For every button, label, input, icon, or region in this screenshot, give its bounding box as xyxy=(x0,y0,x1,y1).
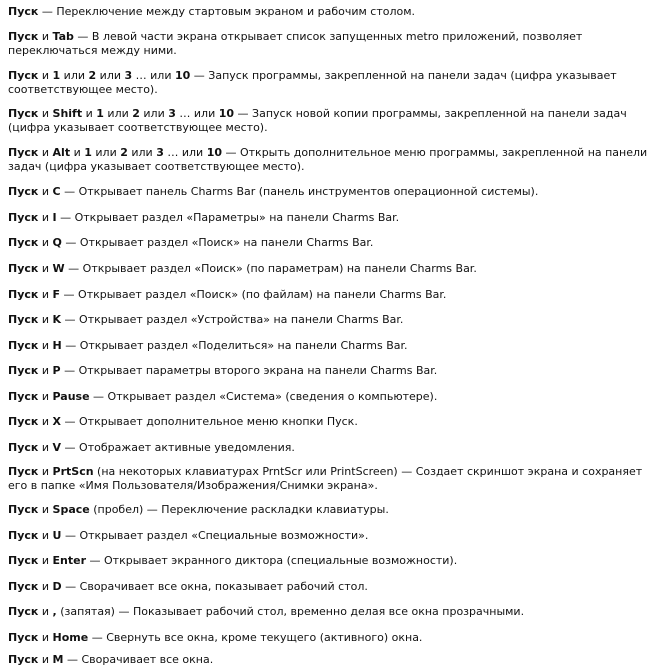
description-text: … или xyxy=(175,107,219,120)
key-name: Пуск xyxy=(8,211,39,224)
key-name: Пуск xyxy=(8,441,39,454)
key-name: C xyxy=(52,185,61,198)
description-text: — Открывает экранного диктора (специальные возможности). xyxy=(86,554,458,567)
description-text: — Открывает раздел «Поделиться» на панели Charms Bar. xyxy=(61,339,408,352)
key-name: W xyxy=(52,262,65,275)
description-text: — Запуск программы, закрепленной на панели задач (цифра указывает соответствующее место). xyxy=(8,69,617,96)
key-name: M xyxy=(52,653,64,666)
description-text: и xyxy=(38,580,53,593)
key-name: Пуск xyxy=(8,390,39,403)
key-name: Пуск xyxy=(8,262,39,275)
key-name: Пуск xyxy=(8,185,39,198)
hotkey-entry xyxy=(8,339,652,353)
hotkey-entry xyxy=(8,313,652,327)
description-text: или xyxy=(96,69,125,82)
key-name: Пуск xyxy=(8,580,39,593)
hotkey-entry xyxy=(8,146,652,174)
description-text: и xyxy=(38,339,53,352)
key-name: 10 xyxy=(206,146,222,159)
description-text: — Сворачивает все окна. xyxy=(63,653,214,666)
hotkey-entry xyxy=(8,390,652,404)
description-text: или xyxy=(91,146,121,159)
hotkey-entry xyxy=(8,631,652,645)
description-text: — Открывает раздел «Поиск» (по параметрам) на панели Charms Bar. xyxy=(64,262,477,275)
description-text: — Открывает раздел «Поиск» на панели Charms Bar. xyxy=(61,236,374,249)
description-text: и xyxy=(38,465,53,478)
description-text: — Открывает панель Charms Bar (панель инструментов операционной системы). xyxy=(60,185,539,198)
hotkey-entry xyxy=(8,69,652,97)
hotkey-entry xyxy=(8,415,652,429)
description-text: и xyxy=(38,554,53,567)
description-text: и xyxy=(38,30,53,43)
description-text: — Свернуть все окна, кроме текущего (активного) окна. xyxy=(88,631,423,644)
description-text: и xyxy=(38,415,53,428)
hotkey-entry xyxy=(8,236,652,250)
hotkey-entry xyxy=(8,465,652,493)
key-name: X xyxy=(52,415,62,428)
hotkey-entry xyxy=(8,185,652,199)
key-name: F xyxy=(52,288,61,301)
key-name: Home xyxy=(52,631,89,644)
key-name: Пуск xyxy=(8,5,39,18)
description-text: (запятая) — Показывает рабочий стол, временно делая все окна прозрачными. xyxy=(56,605,525,618)
description-text: … или xyxy=(132,69,175,82)
key-name: Shift xyxy=(52,107,83,120)
description-text: или xyxy=(139,107,169,120)
description-text: — Открывает раздел «Параметры» на панели Charms Bar. xyxy=(56,211,400,224)
description-text: или xyxy=(103,107,133,120)
description-text: — Сворачивает все окна, показывает рабочий стол. xyxy=(61,580,368,593)
description-text: и xyxy=(82,107,97,120)
key-name: Пуск xyxy=(8,415,39,428)
description-text: … или xyxy=(163,146,207,159)
hotkey-entry xyxy=(8,364,652,378)
key-name: Пуск xyxy=(8,364,39,377)
description-text: — Открывает раздел «Система» (сведения о компьютере). xyxy=(89,390,438,403)
key-name: Пуск xyxy=(8,529,39,542)
key-name: Alt xyxy=(52,146,71,159)
key-name: 3 xyxy=(156,146,164,159)
description-text: — Открывает раздел «Устройства» на панели Charms Bar. xyxy=(61,313,404,326)
key-name: 2 xyxy=(132,107,140,120)
description-text: и xyxy=(38,441,53,454)
description-text: — Запуск новой копии программы, закрепленной на панели задач (цифра указывает соответствующее место). xyxy=(8,107,627,134)
hotkey-entry xyxy=(8,503,652,517)
hotkey-entry xyxy=(8,580,652,594)
description-text: — Открывает раздел «Поиск» (по файлам) на панели Charms Bar. xyxy=(60,288,447,301)
key-name: H xyxy=(52,339,62,352)
key-name: 2 xyxy=(120,146,128,159)
hotkey-entry xyxy=(8,107,652,135)
key-name: Пуск xyxy=(8,503,39,516)
key-name: Пуск xyxy=(8,146,39,159)
hotkey-entry xyxy=(8,605,652,619)
description-text: и xyxy=(38,503,53,516)
description-text: или xyxy=(127,146,157,159)
description-text: и xyxy=(38,146,53,159)
key-name: 10 xyxy=(174,69,191,82)
description-text: — Переключение между стартовым экраном и рабочим столом. xyxy=(38,5,416,18)
description-text: и xyxy=(38,390,53,403)
key-name: K xyxy=(52,313,62,326)
key-name: Tab xyxy=(52,30,74,43)
description-text: и xyxy=(38,185,53,198)
description-text: — Отображает активные уведомления. xyxy=(61,441,295,454)
description-text: и xyxy=(38,211,53,224)
key-name: Enter xyxy=(52,554,87,567)
key-name: Пуск xyxy=(8,30,39,43)
description-text: (на некоторых клавиатурах PrntScr или PrintScreen) — Создает скриншот экрана и сохраняет его в папке «Имя Пользователя/Изображения/Снимки экрана». xyxy=(8,465,643,492)
description-text: — Открывает дополнительное меню кнопки Пуск. xyxy=(61,415,358,428)
key-name: 3 xyxy=(124,69,133,82)
key-name: Пуск xyxy=(8,605,39,618)
key-name: Q xyxy=(52,236,62,249)
description-text: и xyxy=(38,653,53,666)
hotkey-entry xyxy=(8,653,652,667)
key-name: Пуск xyxy=(8,631,39,644)
key-name: I xyxy=(52,211,57,224)
key-name: 3 xyxy=(168,107,176,120)
description-text: и xyxy=(38,364,53,377)
description-text: и xyxy=(38,631,53,644)
key-name: U xyxy=(52,529,62,542)
description-text: и xyxy=(38,69,53,82)
description-text: (пробел) — Переключение раскладки клавиатуры. xyxy=(89,503,389,516)
hotkey-entry xyxy=(8,288,652,302)
description-text: и xyxy=(38,107,53,120)
key-name: Пуск xyxy=(8,465,39,478)
hotkey-entry xyxy=(8,529,652,543)
description-text: и xyxy=(38,529,53,542)
key-name: Пуск xyxy=(8,236,39,249)
description-text: и xyxy=(38,262,53,275)
key-name: , xyxy=(52,605,57,618)
key-name: PrtScn xyxy=(52,465,94,478)
description-text: — Открывает раздел «Специальные возможности». xyxy=(61,529,369,542)
key-name: Пуск xyxy=(8,107,39,120)
hotkey-entry xyxy=(8,5,652,19)
hotkey-entry xyxy=(8,211,652,225)
description-text: и xyxy=(70,146,85,159)
description-text: или xyxy=(60,69,89,82)
key-name: Pause xyxy=(52,390,90,403)
hotkey-entry xyxy=(8,441,652,455)
hotkey-entry xyxy=(8,554,652,568)
hotkey-entry xyxy=(8,262,652,276)
description-text: и xyxy=(38,288,53,301)
key-name: Space xyxy=(52,503,90,516)
key-name: P xyxy=(52,364,61,377)
key-name: 1 xyxy=(84,146,92,159)
description-text: — Открыть дополнительное меню программы, закрепленной на панели задач (цифра указывает соответствующее место). xyxy=(8,146,648,173)
description-text: и xyxy=(38,313,53,326)
key-name: Пуск xyxy=(8,288,39,301)
key-name: 1 xyxy=(96,107,104,120)
key-name: Пуск xyxy=(8,339,39,352)
description-text: и xyxy=(38,605,53,618)
key-name: Пуск xyxy=(8,554,39,567)
key-name: D xyxy=(52,580,62,593)
key-name: Пуск xyxy=(8,313,39,326)
key-name: Пуск xyxy=(8,653,39,666)
key-name: 1 xyxy=(52,69,61,82)
hotkey-entry xyxy=(8,30,652,58)
key-name: 2 xyxy=(88,69,97,82)
key-name: V xyxy=(52,441,62,454)
key-name: 10 xyxy=(218,107,235,120)
key-name: Пуск xyxy=(8,69,39,82)
description-text: — Открывает параметры второго экрана на панели Charms Bar. xyxy=(60,364,438,377)
description-text: и xyxy=(38,236,53,249)
description-text: — В левой части экрана открывает список запущенных metro приложений, позволяет переключаться между ними. xyxy=(8,30,583,57)
